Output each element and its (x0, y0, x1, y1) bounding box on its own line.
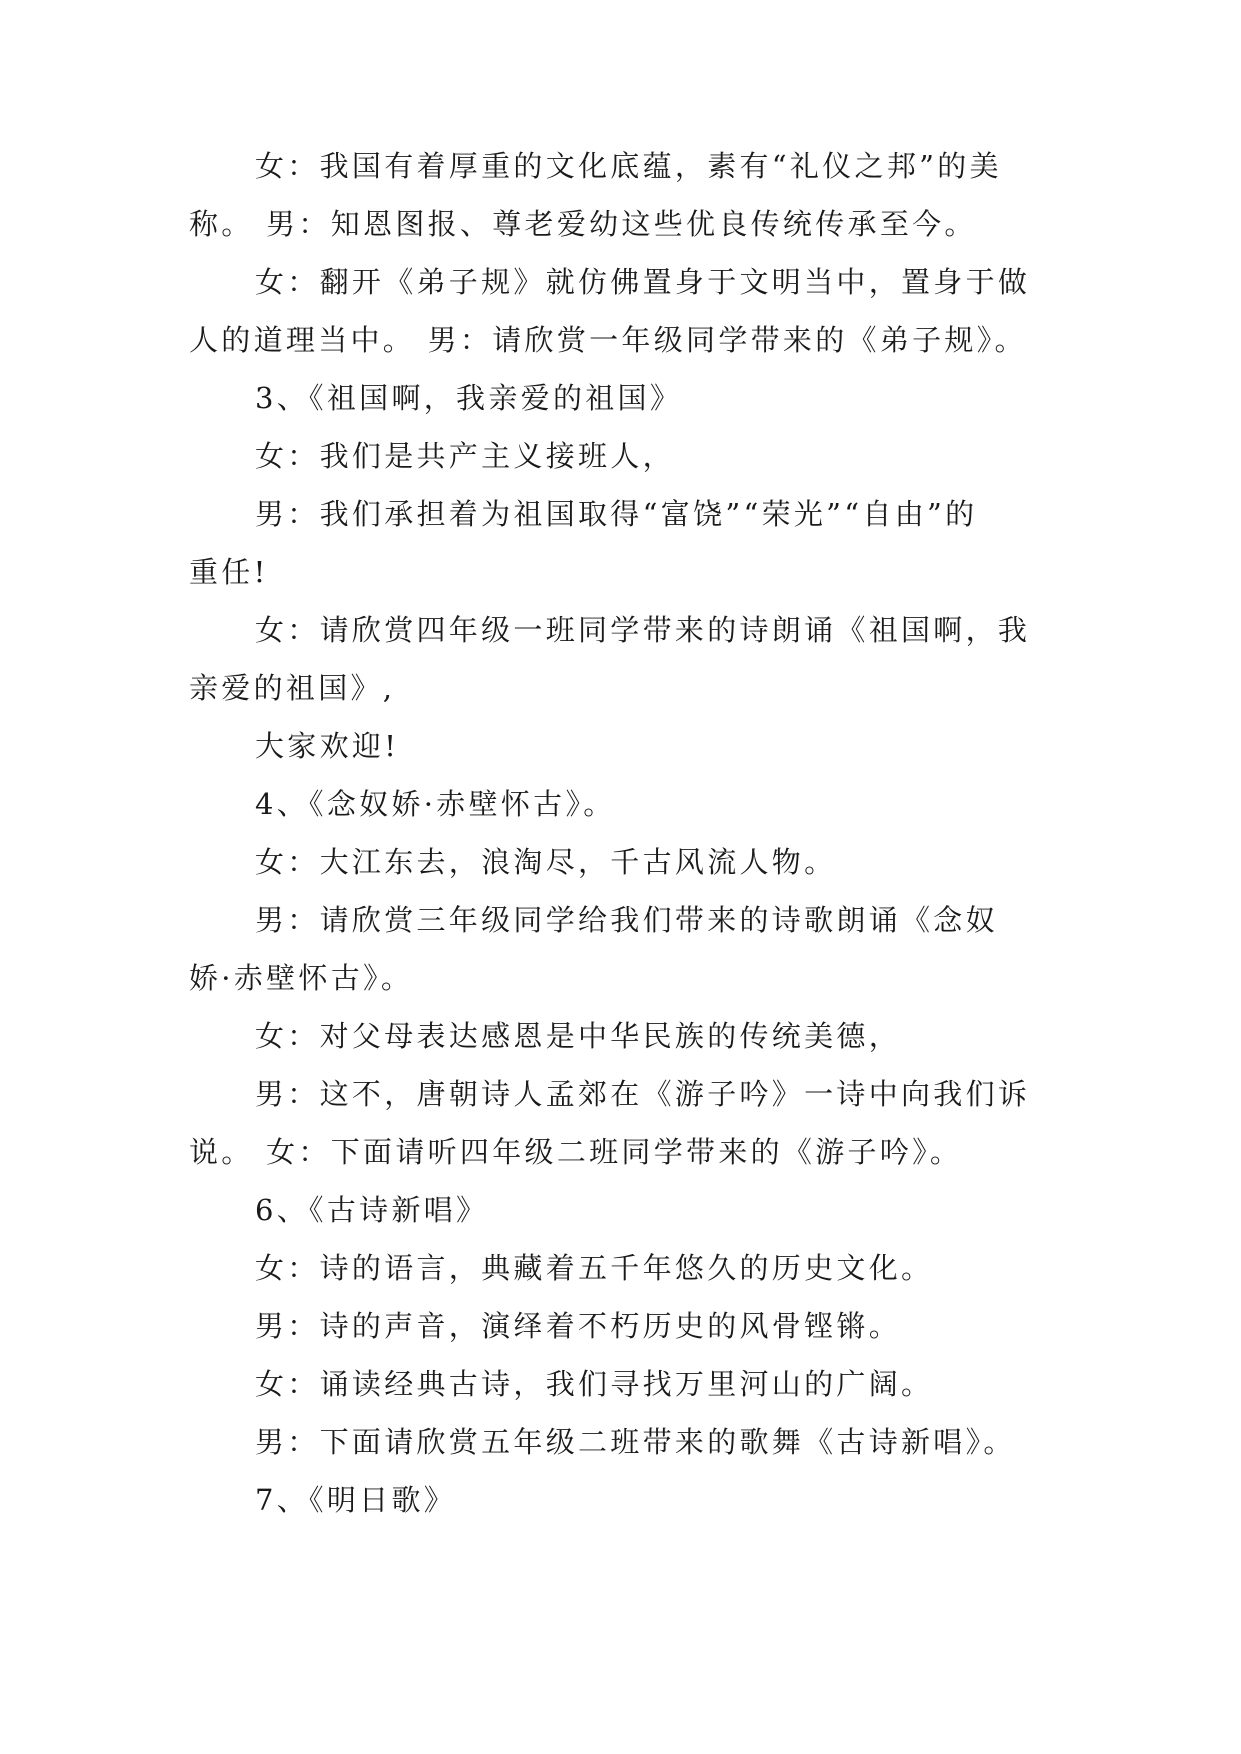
paragraph-7 (189, 717, 1069, 775)
paragraph-line: 重任! (189, 555, 269, 589)
paragraph-line: 称。 男：知恩图报、尊老爱幼这些优良传统传承至今。 (189, 207, 977, 241)
paragraph-11 (189, 1007, 1069, 1065)
paragraph-line: 女：我们是共产主义接班人， (255, 439, 675, 473)
paragraph-2 (189, 253, 1069, 369)
paragraph-line: 女：我国有着厚重的文化底蕴，素有“礼仪之邦”的美 (255, 149, 1002, 183)
paragraph-10 (189, 891, 1069, 1007)
paragraph-line: 男：下面请欣赏五年级二班带来的歌舞《古诗新唱》。 (255, 1425, 1016, 1459)
section-heading: 4、《念奴娇·赤壁怀古》。 (255, 787, 616, 821)
paragraph-line: 男：这不，唐朝诗人孟郊在《游子吟》一诗中向我们诉 (255, 1077, 1031, 1111)
paragraph-line: 人的道理当中。 男：请欣赏一年级同学带来的《弟子规》。 (189, 323, 1027, 357)
paragraph-5 (189, 485, 1069, 601)
paragraph-17 (189, 1413, 1069, 1471)
paragraph-14 (189, 1239, 1069, 1297)
paragraph-3 (189, 369, 1069, 427)
paragraph-line: 男：请欣赏三年级同学给我们带来的诗歌朗诵《念奴 (255, 903, 998, 937)
paragraph-line: 男：诗的声音，演绎着不朽历史的风骨铿锵。 (255, 1309, 902, 1343)
paragraph-line: 亲爱的祖国》, (189, 671, 396, 705)
paragraph-8 (189, 775, 1069, 833)
paragraph-16 (189, 1355, 1069, 1413)
paragraph-line: 大家欢迎! (255, 729, 400, 763)
paragraph-12 (189, 1065, 1069, 1181)
section-heading: 3、《祖国啊，我亲爱的祖国》 (255, 381, 683, 415)
paragraph-6 (189, 601, 1069, 717)
paragraph-line: 女：诗的语言，典藏着五千年悠久的历史文化。 (255, 1251, 934, 1285)
paragraph-13 (189, 1181, 1069, 1239)
paragraph-line: 女：诵读经典古诗，我们寻找万里河山的广阔。 (255, 1367, 934, 1401)
paragraph-1 (189, 137, 1069, 253)
paragraph-line: 男：我们承担着为祖国取得“富饶”“荣光”“自由”的 (255, 497, 978, 531)
paragraph-4 (189, 427, 1069, 485)
paragraph-line: 女：大江东去，浪淘尽，千古风流人物。 (255, 845, 837, 879)
paragraph-line: 女：翻开《弟子规》就仿佛置身于文明当中，置身于做 (255, 265, 1031, 299)
paragraph-line: 女：对父母表达感恩是中华民族的传统美德， (255, 1019, 902, 1053)
paragraph-line: 娇·赤壁怀古》。 (189, 961, 414, 995)
section-heading: 7、《明日歌》 (255, 1483, 457, 1517)
paragraph-15 (189, 1297, 1069, 1355)
paragraph-line: 说。 女：下面请听四年级二班同学带来的《游子吟》。 (189, 1135, 963, 1169)
paragraph-9 (189, 833, 1069, 891)
paragraph-line: 女：请欣赏四年级一班同学带来的诗朗诵《祖国啊，我 (255, 613, 1031, 647)
paragraph-18 (189, 1471, 1069, 1529)
section-heading: 6、《古诗新唱》 (255, 1193, 489, 1227)
